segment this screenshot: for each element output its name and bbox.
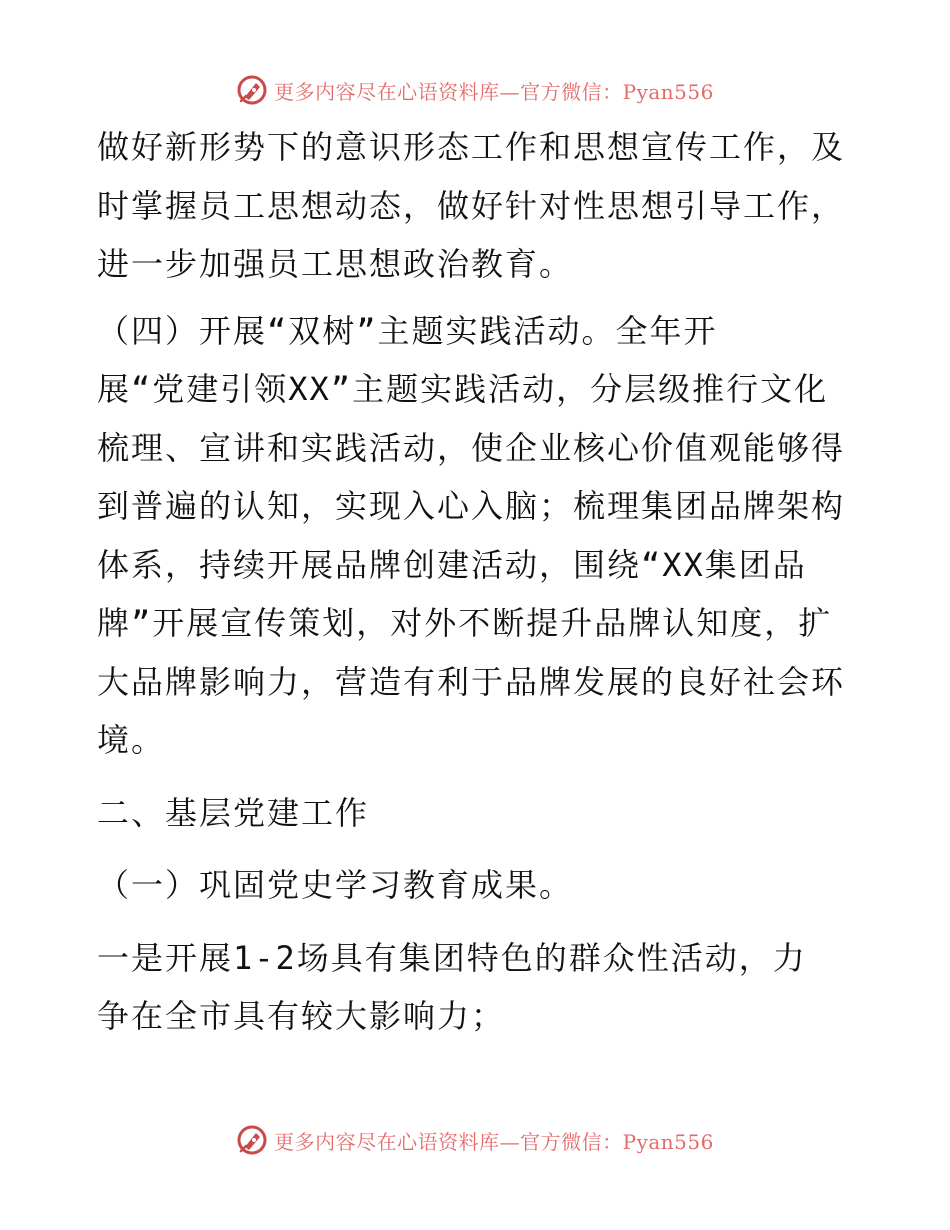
footer-banner-text: 更多内容尽在心语资料库—官方微信：Pyan556: [274, 1129, 714, 1154]
pen-nib-logo-icon: [236, 1124, 268, 1156]
para2-line: （四）开展“双树”主题实践活动。全年开: [97, 311, 718, 350]
para2-line: 梳理、宣讲和实践活动，使企业核心价值观能够得: [97, 428, 846, 467]
para1-line: 进一步加强员工思想政治教育。: [97, 245, 574, 283]
para2-line: 到普遍的认知，实现入心入脑；梳理集团品牌架构: [97, 487, 846, 525]
header-banner: [0, 70, 950, 110]
para2-line: 体系，持续开展品牌创建活动，围绕“XX集团品: [97, 545, 807, 584]
section-heading: 二、基层党建工作: [97, 793, 370, 832]
subsection-heading: （一）巩固党史学习教育成果。: [97, 866, 574, 904]
footer-banner-inner: [236, 1124, 714, 1156]
para1-line: 做好新形势下的意识形态工作和思想宣传工作，及: [97, 128, 846, 166]
footer-banner: [0, 1120, 950, 1160]
para1-line: 时掌握员工思想动态，做好针对性思想引导工作，: [97, 186, 846, 225]
pen-nib-logo-icon: [236, 74, 268, 106]
para2-line: 境。: [97, 721, 166, 759]
para2-line: 牌”开展宣传策划，对外不断提升品牌认知度，扩: [97, 604, 833, 642]
para3-line: 一是开展1-2场具有集团特色的群众性活动，力: [97, 938, 807, 977]
para2-line: 大品牌影响力，营造有利于品牌发展的良好社会环: [97, 662, 846, 701]
para3-line: 争在全市具有较大影响力；: [97, 997, 506, 1035]
header-banner-text: 更多内容尽在心语资料库—官方微信：Pyan556: [274, 79, 714, 104]
document-body: [97, 118, 857, 1046]
para2-line: 展“党建引领XX”主题实践活动，分层级推行文化: [97, 370, 829, 408]
header-banner-inner: [236, 74, 714, 106]
